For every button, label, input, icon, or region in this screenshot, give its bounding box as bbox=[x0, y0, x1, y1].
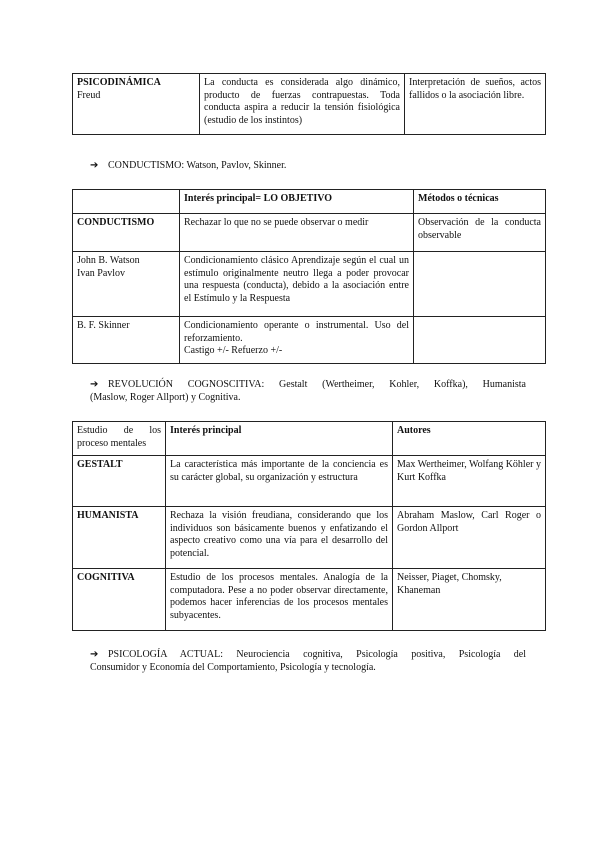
header-cell-interest: Interés principal= LO OBJETIVO bbox=[180, 190, 414, 214]
bullet-revolucion bbox=[90, 378, 526, 404]
conductismo-table bbox=[72, 189, 546, 364]
methods-cell: Interpretación de sueños, actos fallidos o la asociación libre. bbox=[405, 74, 546, 135]
row-interest: Rechaza la visión freudiana, considerando que los individuos son básicamente buenos y enfatizando el aspecto creativo como una vía para el desarrollo del potencial. bbox=[166, 507, 393, 569]
row-name: John B. Watson Ivan Pavlov bbox=[73, 252, 180, 317]
row-name: GESTALT bbox=[73, 456, 166, 507]
bullet-text-line1: PSICOLOGÍA ACTUAL: Neurociencia cognitiva, Psicología positiva, Psicología del bbox=[108, 649, 526, 660]
bullet-text: CONDUCTISMO: Watson, Pavlov, Skinner. bbox=[108, 160, 287, 171]
table-row bbox=[73, 456, 546, 507]
table-header-row bbox=[73, 422, 546, 456]
school-cell bbox=[73, 74, 200, 135]
table-row bbox=[73, 74, 546, 135]
arrow-icon: ➔ bbox=[90, 160, 99, 171]
arrow-icon: ➔ bbox=[90, 379, 99, 390]
header-cell-methods: Métodos o técnicas bbox=[414, 190, 546, 214]
bullet-text-line2: (Maslow, Roger Allport) y Cognitiva. bbox=[90, 392, 241, 403]
row-authors: Abraham Maslow, Carl Roger o Gordon Allport bbox=[393, 507, 546, 569]
header-cell-authors: Autores bbox=[393, 422, 546, 456]
school-author: Freud bbox=[77, 89, 101, 101]
description-cell: La conducta es considerada algo dinámico, producto de fuerzas contrapuestas. Toda conducta aspira a reducir la tensión fisiológica (estudio de los instintos) bbox=[200, 74, 405, 135]
bullet-psicologia-actual bbox=[90, 648, 526, 674]
bullet-text-line1: REVOLUCIÓN COGNOSCITIVA: Gestalt (Wertheimer, Kohler, Koffka), Humanista bbox=[108, 379, 526, 390]
row-interest: La característica más importante de la conciencia es su carácter global, su organización y estructura bbox=[166, 456, 393, 507]
row-name: CONDUCTISMO bbox=[73, 214, 180, 252]
bullet-conductismo bbox=[90, 159, 530, 172]
row-methods: Observación de la conducta observable bbox=[414, 214, 546, 252]
school-title: PSICODINÁMICA bbox=[77, 77, 161, 88]
psicodinamica-table bbox=[72, 73, 546, 135]
row-authors: Max Wertheimer, Wolfang Köhler y Kurt Koffka bbox=[393, 456, 546, 507]
header-cell-empty bbox=[73, 190, 180, 214]
row-interest: Condicionamiento operante o instrumental. Uso del reforzamiento. Castigo +/- Refuerzo +/- bbox=[180, 317, 414, 364]
row-interest: Estudio de los procesos mentales. Analogía de la computadora. Pese a no poder observar directamente, podemos hacer inferencias de los procesos mentales subyacentes. bbox=[166, 569, 393, 631]
row-methods bbox=[414, 252, 546, 317]
table-row bbox=[73, 569, 546, 631]
cognitive-table bbox=[72, 421, 546, 631]
row-name: COGNITIVA bbox=[73, 569, 166, 631]
bullet-text-line2: Consumidor y Economía del Comportamiento, Psicología y tecnología. bbox=[90, 662, 376, 673]
row-methods bbox=[414, 317, 546, 364]
header-cell-interest: Interés principal bbox=[166, 422, 393, 456]
row-interest: Rechazar lo que no se puede observar o medir bbox=[180, 214, 414, 252]
table-row bbox=[73, 214, 546, 252]
arrow-icon: ➔ bbox=[90, 649, 99, 660]
table-row bbox=[73, 507, 546, 569]
table-header-row bbox=[73, 190, 546, 214]
row-interest: Condicionamiento clásico Aprendizaje según el cual un estímulo originalmente neutro llega a poder provocar una respuesta (conducta), debido a la asociación entre el Estímulo y la Respuesta bbox=[180, 252, 414, 317]
table-row bbox=[73, 317, 546, 364]
row-authors: Neisser, Piaget, Chomsky, Khaneman bbox=[393, 569, 546, 631]
header-cell-study: Estudio de los proceso mentales bbox=[73, 422, 166, 456]
row-name: HUMANISTA bbox=[73, 507, 166, 569]
table-row bbox=[73, 252, 546, 317]
row-name: B. F. Skinner bbox=[73, 317, 180, 364]
